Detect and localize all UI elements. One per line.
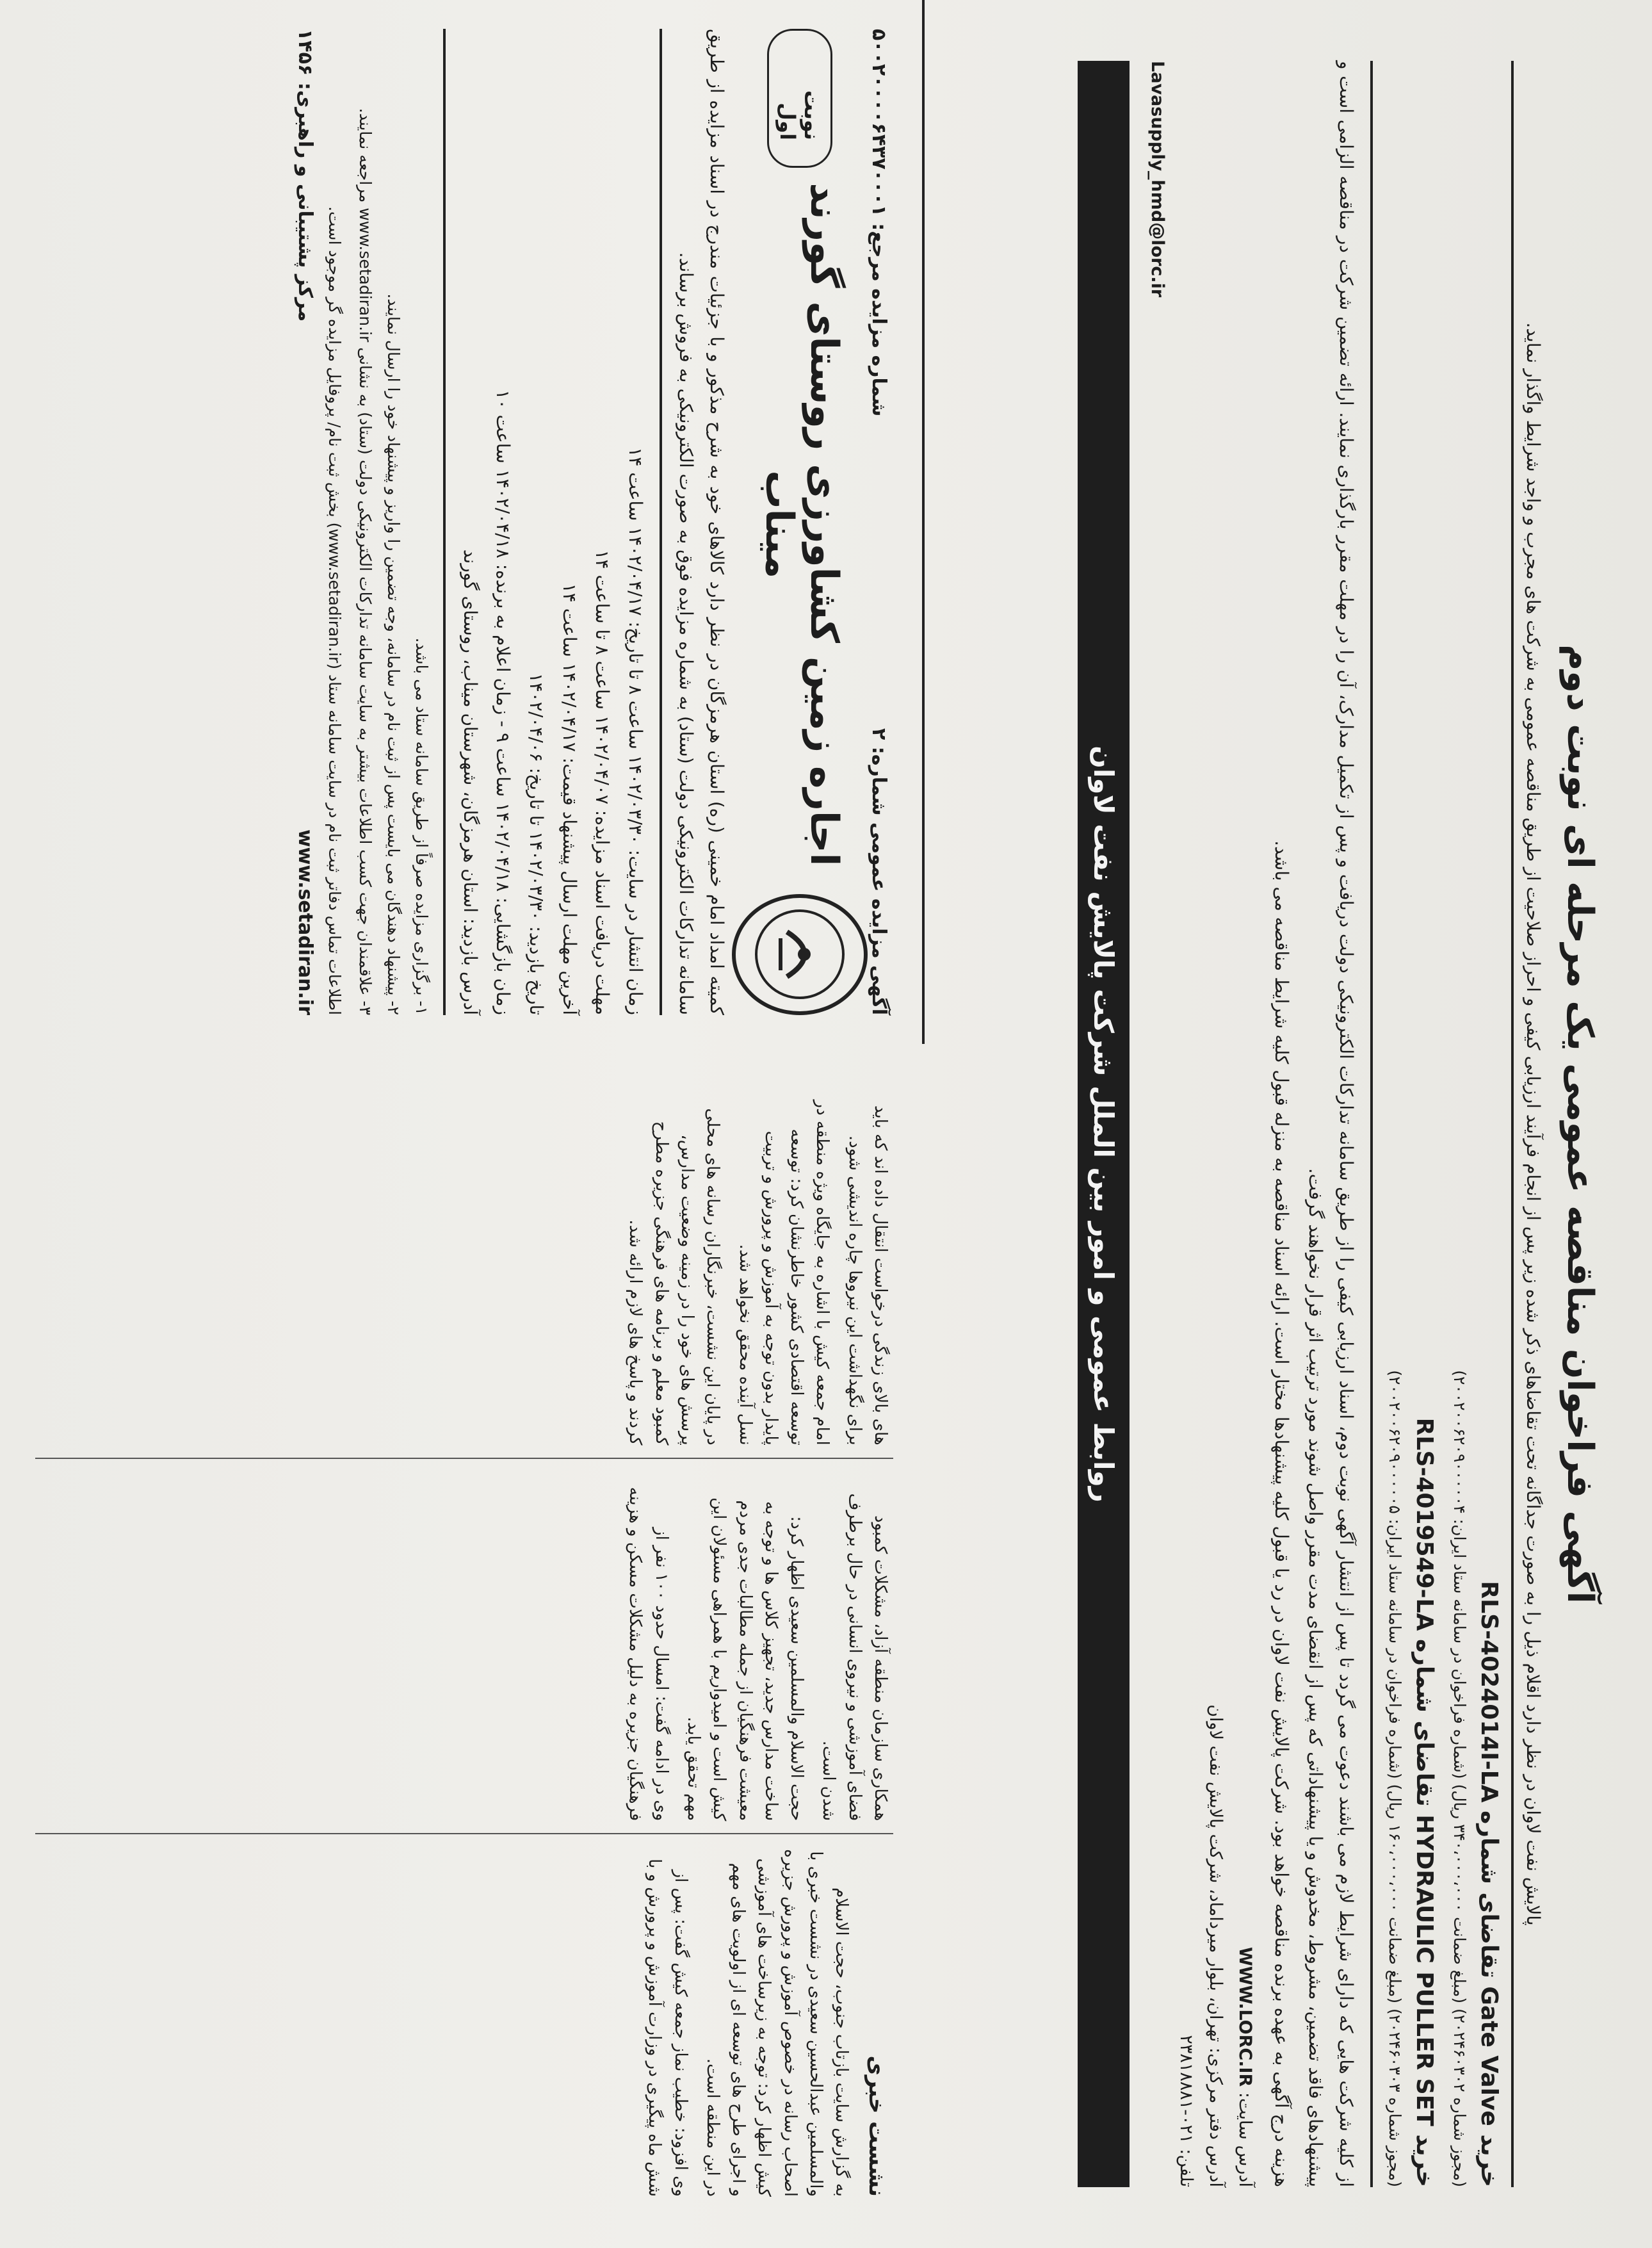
lease-schedule <box>455 29 651 1015</box>
item-2-code: RLS-4019549-LA <box>1411 1417 1437 1631</box>
news-paragraph: در پایان این نشست، خبرنگاران رسانه های محلی پرسش های خود را در زمینه وضعیت مدارس، کمبود معلم و برنامه های فرهنگی جزیره مطرح کردند و پاسخ های لازم ارائه شد. <box>626 1108 723 1446</box>
item-2-desc: (مجوز شماره ۲۰۲۴۶۰۳۰۳) (مبلغ ضمانت ۱۶۰،۰۰۰،۰۰۰ ریال) (شماره فراخوان در سامانه ستاد ایران: ۲۰۰۲۰۰۶۲۰۹۰۰۰۰۰۵) <box>1386 1370 1404 2187</box>
lease-title: اجاره زمین کشاورزی روستای گورند میناب <box>757 183 846 867</box>
lease-contact: اطلاعات تماس دفاتر ثبت نام در سایت سامانه ستاد (www.setadiran.ir) بخش ثبت نام/ پروفایل مزایده گر موجود است. <box>325 206 344 1015</box>
lease-auction-ad <box>13 0 925 1044</box>
divider <box>660 29 662 1015</box>
item-1-code: RLS-4024014I-LA <box>1476 1581 1502 1803</box>
item-1-desc: (مجوز شماره ۲۰۲۴۶۰۳۰۲) (مبلغ ضمانت ۳۴۰،۰۰۰،۰۰۰ ریال) (شماره فراخوان در سامانه ستاد ایران: ۲۰۰۲۰۰۶۲۰۹۰۰۰۰۰۴) <box>1450 1370 1469 2187</box>
website-label: آدرس سایت: <box>1235 2092 1256 2187</box>
tender-headline: آگهی فراخوان مناقصه عمومی یک مرحله ای نوبت دوم <box>1559 644 1601 1604</box>
condition-item: ۲- پیشنهاد دهندگان می بایست پس از ثبت نام در سامانه، وجه تضمین را واریز و پیشنهاد خود را ارسال نمایند. <box>384 293 403 1015</box>
divider <box>1511 61 1514 2187</box>
item-1-title: خرید Gate Valve تقاضای شماره <box>1476 1811 1502 2187</box>
setad-website-link[interactable]: www.setadiran.ir <box>294 829 317 1015</box>
news-article-content <box>16 1070 912 2222</box>
condition-item: ۳- علاقمندان جهت کسب اطلاعات بیشتر به سایت سامانه تدارکات الکترونیکی دولت (ستاد) به نشانی www.setadiran.ir مراجعه نمایند. <box>356 108 375 1015</box>
condition-item: ۱- برگزاری مزایده صرفاً از طریق سامانه ستاد می باشد. <box>412 637 432 1015</box>
news-article <box>0 1050 928 2242</box>
schedule-row: آدرس بازدید: استان هرمزگان، شهرستان میناب، روستای گورند <box>459 549 481 1015</box>
public-relations-banner: روابط عمومی و امور بین الملل شرکت پالایش نفت لاوان <box>1078 61 1130 2187</box>
tender-contact <box>1142 61 1260 2187</box>
office-address: آدرس دفتر مرکزی: تهران، بلوار میرداماد، شرکت پالایش نفت لاوان <box>1206 1704 1226 2187</box>
tender-announcement-ad <box>935 0 1639 2248</box>
website-row <box>1230 61 1259 2187</box>
relief-committee-logo-icon <box>732 894 868 1015</box>
news-title: نشست خبری <box>864 2055 889 2197</box>
tender-conditions: از کلیه شرکت هایی که دارای شرایط لازم می باشند دعوت می گردد تا پس از انتشار آگهی نوبت دوم، اسناد ارزیابی کیفی را از طریق سامانه تدارکات الکترونیکی دولت دریافت و پس از تکمیل مدارک، آن را در مهلت مقرر بارگذاری نمایند. ارائه تضمین شرکت در مناقصه الزامی است و پیشنهادهای فاقد تضمین، مشروط، مخدوش و یا پیشنهاداتی که پس از انقضای مدت مقرر واصل شوند مورد ترتیب اثر قرار نخواهند گرفت. <box>1305 61 1357 2187</box>
lease-ref-number: شماره مزایده مرجع: ۵۰۰۲۰۰۰۰۶۴۳۷۰۰۰۱ <box>868 29 890 417</box>
news-paragraph: وی در ادامه گفت: امسال حدود ۱۰۰ نفر از فرهنگیان جزیره به دلیل مشکلات مسکن و هزینه های بالای زندگی درخواست انتقال داده اند که باید برای نگهداشت این نیروها چاره اندیشی شود. <box>626 1105 890 1821</box>
lease-conditions <box>352 29 434 1015</box>
lease-title-row <box>732 29 868 1015</box>
tender-item-1 <box>1476 61 1502 2187</box>
schedule-row: آخرین مهلت ارسال پیشنهاد قیمت: ۱۴۰۲/۰۴/۱۷ ساعت ۱۴ <box>558 583 580 1015</box>
divider <box>1370 61 1373 2187</box>
tender-notes: هزینه درج آگهی به عهده برنده مناقصه خواهد بود. شرکت پالایش نفت لاوان در رد یا قبول کلیه پیشنهادها مختار است. ارائه اسناد مناقصه به منزله قبول کلیه شرایط مناقصه می باشد. <box>1270 840 1292 2187</box>
schedule-row: زمان بازگشایی: ۱۴۰۲/۰۴/۱۸ ساعت ۹ - زمان اعلام به برنده: ۱۴۰۲/۰۴/۱۸ ساعت ۱۰ <box>492 389 514 1015</box>
schedule-row: تاریخ بازدید: ۱۴۰۲/۰۳/۳۰ تا تاریخ: ۱۴۰۲/۰۴/۰۶ <box>526 672 547 1015</box>
office-phone: تلفن: ۰۲۱-۲۳۸۱۸۸۸۱ <box>1176 2035 1197 2187</box>
news-paragraph: وی افزود: خطیب نماز جمعه کیش گفت: پس از شش ماه پیگیری در وزارت آموزش و پرورش و با همکاری سازمان منطقه آزاد، مشکلات کمبود فضای آموزشی و نیروی انسانی در حال برطرف شدن است. <box>645 1493 890 2197</box>
news-paragraph: حجت الاسلام والمسلمین سعیدی اظهار کرد: ساخت مدارس جدید، تجهیز کلاس ها و توجه به معیشت فرهنگیان از جمله مطالبات جدی مردم کیش است و امیدواریم با همراهی مسئولان این مهم تحقق یابد. <box>683 1497 807 1821</box>
schedule-row: مهلت دریافت اسناد مزایده: ۱۴۰۲/۰۴/۰۷ ساعت ۸ تا ساعت ۱۴ <box>592 550 613 1015</box>
lease-header-row <box>868 29 890 1015</box>
news-paragraph: امام جمعه کیش با اشاره به جایگاه ویژه منطقه در توسعه اقتصادی کشور خاطرنشان کرد: توسعه پایدار بدون توجه به آموزش و پرورش و تربیت نسل آینده محقق نخواهد شد. <box>735 1100 832 1446</box>
lease-ad-content <box>26 10 909 1034</box>
tender-ad-content <box>948 35 1626 2213</box>
supply-email-link[interactable]: Lavasupply_hmd@lorc.ir <box>1147 61 1167 298</box>
tender-item-2 <box>1411 61 1437 2187</box>
lease-intro: کمیته امداد امام خمینی (ره) استان هرمزگان در نظر دارد کالاهای خود به شرح مذکور و با جزئیات مندرج در اسناد مزایده از طریق سامانه تدارکات الکترونیکی دولت (ستاد) به شماره مزایده فوق به صورت الکترونیکی به فروش برساند. <box>676 29 727 1015</box>
item-2-title: خرید HYDRAULIC PULLER SET تقاضای شماره <box>1411 1638 1437 2187</box>
lorc-website-link[interactable]: WWW.LORC.IR <box>1235 1947 1256 2087</box>
first-round-badge: نوبت اول <box>767 29 832 168</box>
tender-lead: پالایش نفت لاوان در نظر دارد اقلام ذیل را به صورت جداگانه تحت تقاضاهای ذکر شده زیر پس از انجام فرآیند ارزیابی کیفی و احراز صلاحیت از طریق مناقصه عمومی به شرکت های مجرب و واجد شرایط واگذار نماید. <box>1523 322 1544 1926</box>
lease-footer-row <box>294 29 316 1015</box>
schedule-row: زمان انتشار در سایت: ۱۴۰۲/۰۳/۳۰ ساعت ۸ تا تاریخ: ۱۴۰۲/۰۴/۱۷ ساعت ۱۴ <box>624 447 646 1015</box>
news-paragraph: به گزارش سایت بازتاب جنوب، حجت الاسلام والمسلمین عبدالحسین سعیدی در نشست خبری با اصحاب رسانه در خصوص آموزش و پرورش جزیره کیش اظهار کرد: توجه به زیرساخت های آموزشی و اجرای طرح های توسعه ای از اولویت های مهم در این منطقه است. <box>702 1849 852 2197</box>
lease-ann-number: آگهی مزایده عمومی شماره: ۲ <box>868 728 890 1015</box>
divider <box>443 29 446 1015</box>
support-center: مرکز پشتیبانی و راهبری: ۱۴۵۶ <box>294 29 317 322</box>
